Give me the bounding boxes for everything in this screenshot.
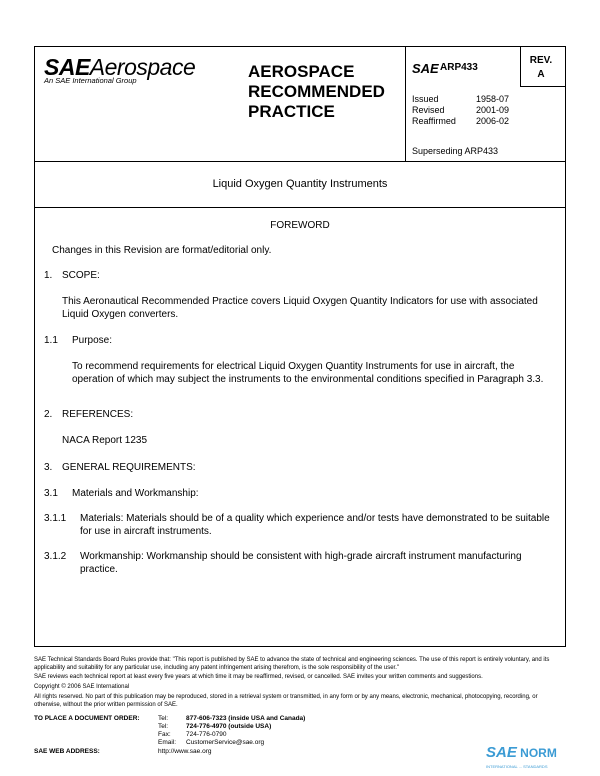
sae-aerospace-logo: SAEAerospace [44, 54, 196, 80]
section-1-title: SCOPE: [62, 270, 100, 281]
contact-email-value[interactable]: CustomerService@sae.org [186, 739, 265, 746]
section-3-1-title: Materials and Workmanship: [72, 488, 199, 499]
section-3-1-2-number: 3.1.2 [44, 551, 67, 562]
section-1-text: This Aeronautical Recommended Practice covers Liquid Oxygen Quantity Indicators for use with associated Liquid Oxygen converters. [62, 296, 538, 320]
section-3-1-2-text: Workmanship: Workmanship should be consistent with high-grade aircraft instrument manufacturing practice. [80, 551, 522, 575]
date-reaffirmed-value: 2006-02 [476, 116, 510, 126]
footer-rights: All rights reserved. No part of this publication may be reproduced, stored in a retrieval system or transmitted, in any form or by any means, electronic, mechanical, photocopying, recording, or otherwise, without the prior written permission of SAE. [34, 694, 538, 708]
date-issued-label: Issued [412, 94, 439, 104]
sae-norm-watermark: SAE NORM [486, 744, 557, 761]
contact-fax-value: 724-776-0790 [186, 731, 227, 738]
date-reaffirmed-label: Reaffirmed [412, 116, 456, 126]
section-2-title: REFERENCES: [62, 409, 134, 420]
section-1-number: 1. [44, 270, 53, 281]
title-divider [34, 207, 566, 208]
order-label: TO PLACE A DOCUMENT ORDER: [34, 715, 140, 722]
section-3-number: 3. [44, 462, 53, 473]
logo-subtitle: An SAE International Group [44, 76, 137, 85]
footer-disclaimer: SAE Technical Standards Board Rules provide that: "This report is published by SAE to advance the state of technical and engineering sciences. The use of this report is entirely voluntary, and its applicability and suitability for any particular use, including any patent infringement arising therefrom, is the sole responsibility of the user." [34, 657, 550, 671]
section-1-1-number: 1.1 [44, 335, 58, 346]
date-revised-value: 2001-09 [476, 105, 510, 115]
document-number: ARP433 [440, 62, 478, 73]
section-1-1-title: Purpose: [72, 335, 113, 346]
footer-review-note: SAE reviews each technical report at least every five years at which time it may be reaffirmed, revised, or cancelled. SAE invites your written comments and suggestions. [34, 674, 483, 680]
foreword-text: Changes in this Revision are format/editorial only. [52, 245, 272, 256]
contact-tel-1-label: Tel: [158, 715, 169, 722]
doc-info-divider [405, 46, 406, 161]
contact-email-label: Email: [158, 739, 177, 746]
sae-norm-subtext: INTERNATIONAL ... STANDARDS [486, 764, 548, 769]
date-revised-label: Revised [412, 105, 445, 115]
sae-brand-mark: SAE [412, 61, 439, 76]
contact-tel-2-value[interactable]: 724-776-4970 (outside USA) [186, 723, 272, 730]
date-issued-value: 1958-07 [476, 94, 510, 104]
rev-divider [520, 46, 521, 86]
revision-box: REV. A [529, 55, 553, 80]
section-1-1-text: To recommend requirements for electrical Liquid Oxygen Quantity Instruments for use in aircraft, the operation of which may subject the instruments to the environmental conditions specified in Paragraph 3.3. [72, 361, 544, 385]
page-title: AEROSPACE RECOMMENDED PRACTICE [248, 62, 385, 121]
foreword-heading: FOREWORD [270, 220, 330, 231]
section-3-1-1-text: Materials: Materials should be of a quality which experience and/or tests have demonstrated to be suitable for use in aircraft instruments. [80, 513, 550, 537]
rev-bottom [520, 86, 566, 87]
header-divider [34, 161, 566, 162]
section-3-1-1-number: 3.1.1 [44, 513, 67, 524]
web-label: SAE WEB ADDRESS: [34, 748, 100, 755]
section-2-text: NACA Report 1235 [62, 435, 148, 446]
section-3-1-number: 3.1 [44, 488, 58, 499]
section-3-title: GENERAL REQUIREMENTS: [62, 462, 196, 473]
contact-tel-2-label: Tel: [158, 723, 169, 730]
superseding-note: Superseding ARP433 [412, 146, 499, 156]
document-title: Liquid Oxygen Quantity Instruments [212, 178, 388, 190]
footer-copyright: Copyright © 2006 SAE International [34, 684, 130, 690]
contact-tel-1-value[interactable]: 877-606-7323 (inside USA and Canada) [186, 715, 306, 722]
contact-fax-label: Fax: [158, 731, 171, 738]
section-2-number: 2. [44, 409, 53, 420]
web-address-link[interactable]: http://www.sae.org [158, 748, 212, 755]
